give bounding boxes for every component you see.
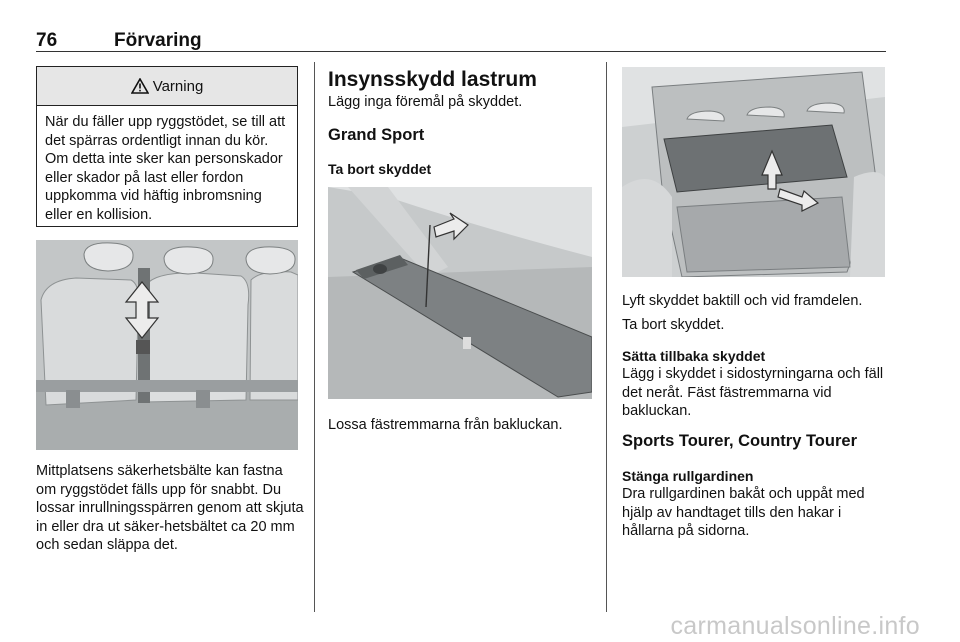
subsubheading-remove-cover: Ta bort skyddet [328, 161, 432, 177]
heading-sports-tourer: Sports Tourer, Country Tourer [622, 432, 857, 450]
page-header [36, 30, 886, 50]
column-divider-1 [314, 62, 315, 612]
warning-title: Varning [152, 77, 204, 95]
intro-text: Lägg inga föremål på skyddet. [328, 94, 523, 110]
watermark: carmanualsonline.info [670, 612, 920, 640]
seat-belt-caption: Mittplatsens säkerhetsbälte kan fastna om ryggstödet fälls upp för snabbt. Du lossar inrullningsspärren genom att skjuta in eller dra ut säker-hetsbältet ca 20 mm och sedan släppa det. [36, 463, 304, 553]
figure-rear-seat-belt [36, 240, 298, 450]
subheading-grand-sport: Grand Sport [328, 126, 425, 144]
subheading-close-roller-blind: Stänga rullgardinen [622, 468, 754, 484]
warning-triangle-icon [131, 78, 149, 94]
warning-header [37, 67, 297, 106]
close-roller-blind-text: Dra rullgardinen bakåt och uppåt med hjälp av handtaget tills den hakar i hållarna på sidorna. [622, 486, 865, 539]
figure-detach-straps [328, 187, 592, 399]
lift-cover-caption: Lyft skyddet baktill och vid framdelen. [622, 293, 863, 309]
figure-lift-cover [622, 67, 885, 277]
header-rule [36, 51, 886, 52]
detach-straps-caption: Lossa fästremmarna från bakluckan. [328, 417, 563, 433]
remove-cover-caption: Ta bort skyddet. [622, 317, 725, 333]
warning-box [36, 66, 298, 227]
heading-load-compartment-cover: Insynsskydd lastrum [328, 68, 537, 91]
warning-text: När du fäller upp ryggstödet, se till att det spärras ordentligt innan du kör. Om detta inte sker kan personskador eller skador på last eller fordon uppkomma vid häftig inbromsning eller en kollision. [45, 114, 286, 223]
page-number: 76 [36, 30, 58, 51]
section-title: Förvaring [114, 30, 202, 51]
subheading-refit-cover: Sätta tillbaka skyddet [622, 348, 766, 364]
refit-cover-text: Lägg i skyddet i sidostyrningarna och fäll det neråt. Fäst fästremmarna vid bakluckan. [622, 366, 884, 419]
column-divider-2 [606, 62, 607, 612]
